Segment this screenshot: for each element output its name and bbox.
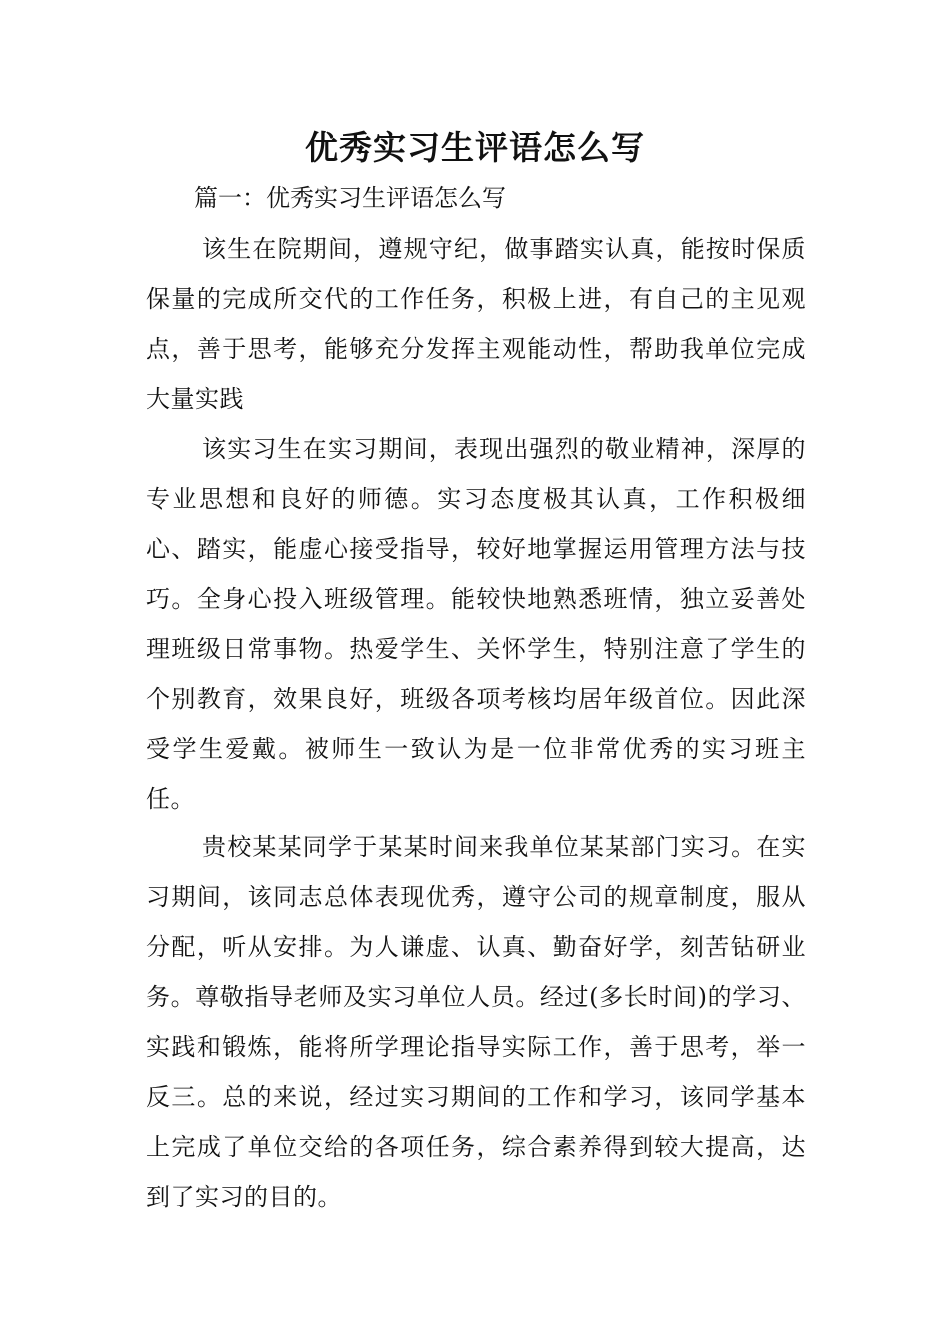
paragraph-1: 该生在院期间，遵规守纪，做事踏实认真，能按时保质保量的完成所交代的工作任务，积极上进，有自己的主见观点，善于思考，能够充分发挥主观能动性，帮助我单位完成大量实践: [146, 235, 806, 413]
section-heading: 篇一：优秀实习生评语怎么写: [194, 184, 506, 212]
paragraph-2: 该实习生在实习期间，表现出强烈的敬业精神，深厚的专业思想和良好的师德。实习态度极其认真，工作积极细心、踏实，能虚心接受指导，较好地掌握运用管理方法与技巧。全身心投入班级管理。能较快地熟悉班情，独立妥善处理班级日常事物。热爱学生、关怀学生，特别注意了学生的个别教育，效果良好，班级各项考核均居年级首位。因此深受学生爱戴。被师生一致认为是一位非常优秀的实习班主任。: [146, 435, 806, 813]
document-title: 优秀实习生评语怎么写: [305, 128, 645, 167]
paragraph-3: 贵校某某同学于某某时间来我单位某某部门实习。在实习期间，该同志总体表现优秀，遵守公司的规章制度，服从分配，听从安排。为人谦虚、认真、勤奋好学，刻苦钻研业务。尊敬指导老师及实习单位人员。经过(多长时间)的学习、实践和锻炼，能将所学理论指导实际工作，善于思考，举一反三。总的来说，经过实习期间的工作和学习，该同学基本上完成了单位交给的各项任务，综合素养得到较大提高，达到了实习的目的。: [146, 833, 806, 1211]
